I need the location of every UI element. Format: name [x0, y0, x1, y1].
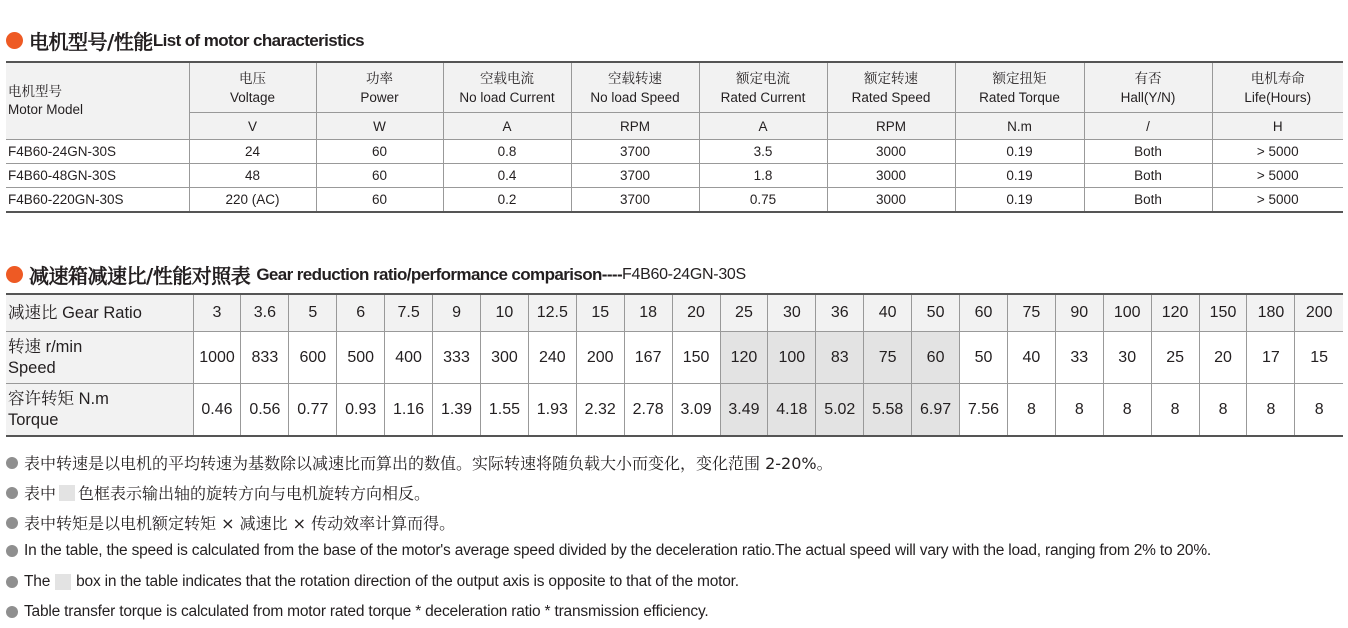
- speed-cell: 83: [816, 332, 864, 384]
- speed-cell: 20: [1199, 332, 1247, 384]
- heading-cn: 电机型号/性能: [29, 30, 153, 54]
- torque-cell: 5.58: [864, 384, 912, 437]
- table-cell: 3700: [571, 140, 699, 164]
- column-header-en: Voltage: [229, 89, 276, 105]
- torque-cell: 1.93: [528, 384, 576, 437]
- model-header-cn: 电机型号: [8, 84, 62, 99]
- unit-cell: H: [1212, 113, 1343, 140]
- torque-cell: 8: [1295, 384, 1343, 437]
- table-cell: > 5000: [1212, 164, 1343, 188]
- gear-ratio-cell: 40: [864, 294, 912, 332]
- column-header: [571, 62, 699, 113]
- speed-cell: 150: [672, 332, 720, 384]
- table-header-row: [6, 62, 1343, 113]
- unit-cell: A: [443, 113, 571, 140]
- note-en-torque: [6, 603, 708, 621]
- column-header-en: No load Current: [459, 89, 555, 105]
- section-heading-gear-ratio: [6, 260, 746, 289]
- table-cell: 220 (AC): [189, 188, 316, 213]
- speed-cell: 33: [1055, 332, 1103, 384]
- gear-ratio-row: [6, 294, 1343, 332]
- table-cell: 24: [189, 140, 316, 164]
- column-header-cn: 额定转速: [864, 70, 918, 86]
- speed-cell: 120: [720, 332, 768, 384]
- table-cell: 0.19: [955, 188, 1084, 213]
- model-name-cell: F4B60-48GN-30S: [6, 164, 189, 188]
- grey-bullet-icon: [6, 487, 18, 499]
- column-header: [316, 62, 443, 113]
- torque-cell: 2.78: [624, 384, 672, 437]
- gear-ratio-cell: 20: [672, 294, 720, 332]
- column-header-cn: 有否: [1134, 70, 1162, 86]
- column-header: [189, 62, 316, 113]
- table-cell: > 5000: [1212, 188, 1343, 213]
- gear-ratio-table: [6, 293, 1343, 437]
- table-row: [6, 188, 1343, 213]
- torque-cell: 2.32: [576, 384, 624, 437]
- motor-characteristics-table: [6, 61, 1343, 213]
- shaded-box-swatch: [55, 574, 71, 590]
- torque-cell: 8: [1247, 384, 1295, 437]
- column-header-en: Hall(Y/N): [1120, 89, 1176, 105]
- torque-cell: 1.39: [433, 384, 481, 437]
- torque-cell: 4.18: [768, 384, 816, 437]
- torque-cell: 8: [1151, 384, 1199, 437]
- speed-cell: 25: [1151, 332, 1199, 384]
- table-cell: 3000: [827, 140, 955, 164]
- table-cell: 60: [316, 188, 443, 213]
- speed-cell: 30: [1103, 332, 1151, 384]
- torque-cell: 1.16: [385, 384, 433, 437]
- speed-cell: 240: [528, 332, 576, 384]
- gear-ratio-cell: 18: [624, 294, 672, 332]
- grey-bullet-icon: [6, 576, 18, 588]
- column-header-cn: 额定电流: [736, 70, 790, 86]
- grey-bullet-icon: [6, 517, 18, 529]
- unit-cell: RPM: [571, 113, 699, 140]
- model-header-cell: [6, 62, 189, 140]
- gear-ratio-cell: 120: [1151, 294, 1199, 332]
- heading-cn: 减速箱减速比/性能对照表: [29, 264, 251, 288]
- note-text: 表中: [24, 484, 57, 503]
- table-cell: 0.19: [955, 140, 1084, 164]
- table-cell: 60: [316, 140, 443, 164]
- column-header-cn: 空载电流: [480, 70, 534, 86]
- gear-ratio-cell: 100: [1103, 294, 1151, 332]
- table-cell: Both: [1084, 188, 1212, 213]
- table-row: [6, 164, 1343, 188]
- torque-label-cell: [6, 384, 193, 437]
- speed-cell: 167: [624, 332, 672, 384]
- note-cn-speed: [6, 451, 833, 474]
- heading-en: Gear reduction ratio/performance comparison----: [256, 264, 623, 284]
- torque-cell: 6.97: [912, 384, 960, 437]
- grey-bullet-icon: [6, 606, 18, 618]
- gear-ratio-cell: 180: [1247, 294, 1295, 332]
- torque-cell: 0.56: [241, 384, 289, 437]
- gear-ratio-cell: 25: [720, 294, 768, 332]
- torque-cell: 0.46: [193, 384, 241, 437]
- speed-label-cell: [6, 332, 193, 384]
- table-cell: 3700: [571, 164, 699, 188]
- gear-ratio-cell: 7.5: [385, 294, 433, 332]
- speed-cell: 300: [480, 332, 528, 384]
- table-cell: 0.2: [443, 188, 571, 213]
- gear-ratio-cell: 200: [1295, 294, 1343, 332]
- gear-ratio-cell: 36: [816, 294, 864, 332]
- note-text: 表中转速是以电机的平均转速为基数除以减速比而算出的数值。实际转速将随负载大小而变化，变化范围 2-20%。: [24, 454, 833, 473]
- table-cell: 48: [189, 164, 316, 188]
- torque-cell: 3.09: [672, 384, 720, 437]
- column-header-en: Rated Torque: [979, 89, 1060, 105]
- grey-bullet-icon: [6, 545, 18, 557]
- note-text: box in the table indicates that the rotation direction of the output axis is opposite to that of the motor.: [76, 573, 739, 590]
- gear-ratio-cell: 3: [193, 294, 241, 332]
- speed-label-line2: Speed: [8, 358, 56, 377]
- unit-cell: A: [699, 113, 827, 140]
- torque-cell: 7.56: [960, 384, 1008, 437]
- unit-cell: V: [189, 113, 316, 140]
- speed-cell: 50: [960, 332, 1008, 384]
- gear-ratio-cell: 75: [1007, 294, 1055, 332]
- unit-cell: RPM: [827, 113, 955, 140]
- note-cn-torque: [6, 511, 455, 534]
- speed-cell: 600: [289, 332, 337, 384]
- ratio-label-cell: 减速比 Gear Ratio: [6, 294, 193, 332]
- table-cell: 3700: [571, 188, 699, 213]
- heading-model: F4B60-24GN-30S: [622, 265, 746, 283]
- column-header: [1084, 62, 1212, 113]
- gear-ratio-cell: 150: [1199, 294, 1247, 332]
- column-header-cn: 空载转速: [608, 70, 662, 86]
- unit-cell: W: [316, 113, 443, 140]
- shaded-box-swatch: [59, 485, 75, 501]
- torque-cell: 8: [1055, 384, 1103, 437]
- note-text: The: [24, 573, 51, 590]
- note-text: 表中转矩是以电机额定转矩 × 减速比 × 传动效率计算而得。: [24, 514, 456, 533]
- table-cell: 3.5: [699, 140, 827, 164]
- table-cell: 1.8: [699, 164, 827, 188]
- column-header-cn: 额定扭矩: [992, 70, 1047, 86]
- column-header-cn: 功率: [366, 70, 393, 86]
- gear-ratio-cell: 90: [1055, 294, 1103, 332]
- table-cell: Both: [1084, 164, 1212, 188]
- column-header-en: Rated Speed: [851, 89, 931, 105]
- table-cell: Both: [1084, 140, 1212, 164]
- table-cell: > 5000: [1212, 140, 1343, 164]
- column-header-en: No load Speed: [590, 89, 680, 105]
- torque-label-line2: Torque: [8, 410, 59, 429]
- speed-cell: 1000: [193, 332, 241, 384]
- table-cell: 3000: [827, 164, 955, 188]
- orange-bullet-icon: [6, 266, 23, 283]
- torque-cell: 1.55: [480, 384, 528, 437]
- gear-ratio-cell: 12.5: [528, 294, 576, 332]
- table-cell: 60: [316, 164, 443, 188]
- model-name-cell: F4B60-220GN-30S: [6, 188, 189, 213]
- speed-cell: 17: [1247, 332, 1295, 384]
- torque-cell: 8: [1103, 384, 1151, 437]
- unit-cell: N.m: [955, 113, 1084, 140]
- section-heading-motor-characteristics: [6, 26, 364, 55]
- table-cell: 0.8: [443, 140, 571, 164]
- torque-cell: 8: [1199, 384, 1247, 437]
- speed-cell: 333: [433, 332, 481, 384]
- gear-ratio-cell: 10: [480, 294, 528, 332]
- orange-bullet-icon: [6, 32, 23, 49]
- column-header: [443, 62, 571, 113]
- speed-row: [6, 332, 1343, 384]
- speed-cell: 75: [864, 332, 912, 384]
- model-name-cell: F4B60-24GN-30S: [6, 140, 189, 164]
- speed-cell: 200: [576, 332, 624, 384]
- torque-cell: 3.49: [720, 384, 768, 437]
- note-en-speed: [6, 542, 1211, 560]
- column-header-cn: 电机寿命: [1250, 70, 1305, 86]
- column-header-en: Power: [360, 89, 399, 105]
- gear-ratio-cell: 60: [960, 294, 1008, 332]
- speed-cell: 400: [385, 332, 433, 384]
- torque-cell: 0.93: [337, 384, 385, 437]
- speed-cell: 15: [1295, 332, 1343, 384]
- column-header: [699, 62, 827, 113]
- torque-cell: 8: [1007, 384, 1055, 437]
- gear-ratio-cell: 30: [768, 294, 816, 332]
- speed-cell: 500: [337, 332, 385, 384]
- gear-ratio-cell: 9: [433, 294, 481, 332]
- speed-cell: 60: [912, 332, 960, 384]
- gear-ratio-cell: 15: [576, 294, 624, 332]
- speed-label-line1: 转速 r/min: [8, 337, 83, 356]
- speed-cell: 40: [1007, 332, 1055, 384]
- heading-en: List of motor characteristics: [152, 30, 365, 50]
- column-header: [955, 62, 1084, 113]
- gear-ratio-cell: 50: [912, 294, 960, 332]
- note-en-rotation: [6, 573, 739, 591]
- note-cn-rotation: [6, 481, 430, 504]
- column-header-en: Rated Current: [720, 89, 806, 105]
- torque-cell: 0.77: [289, 384, 337, 437]
- speed-cell: 833: [241, 332, 289, 384]
- grey-bullet-icon: [6, 457, 18, 469]
- torque-label-line1: 容许转矩 N.m: [8, 389, 109, 408]
- note-text: 色框表示输出轴的旋转方向与电机旋转方向相反。: [78, 484, 431, 503]
- torque-cell: 5.02: [816, 384, 864, 437]
- gear-ratio-cell: 5: [289, 294, 337, 332]
- column-header-en: Life(Hours): [1244, 89, 1312, 105]
- gear-ratio-cell: 6: [337, 294, 385, 332]
- torque-row: [6, 384, 1343, 437]
- unit-row: [6, 113, 1343, 140]
- gear-ratio-cell: 3.6: [241, 294, 289, 332]
- table-cell: 0.75: [699, 188, 827, 213]
- model-header-en: Motor Model: [8, 102, 84, 117]
- column-header-cn: 电压: [239, 70, 266, 86]
- table-row: [6, 140, 1343, 164]
- column-header: [827, 62, 955, 113]
- table-cell: 0.4: [443, 164, 571, 188]
- speed-cell: 100: [768, 332, 816, 384]
- note-text: Table transfer torque is calculated from motor rated torque * deceleration ratio * transmission efficiency.: [24, 603, 709, 620]
- table-cell: 0.19: [955, 164, 1084, 188]
- column-header: [1212, 62, 1343, 113]
- note-text: In the table, the speed is calculated from the base of the motor's average speed divided by the deceleration ratio.The actual speed will vary with the load, ranging from 2% to 20%.: [24, 542, 1212, 559]
- unit-cell: /: [1084, 113, 1212, 140]
- table-cell: 3000: [827, 188, 955, 213]
